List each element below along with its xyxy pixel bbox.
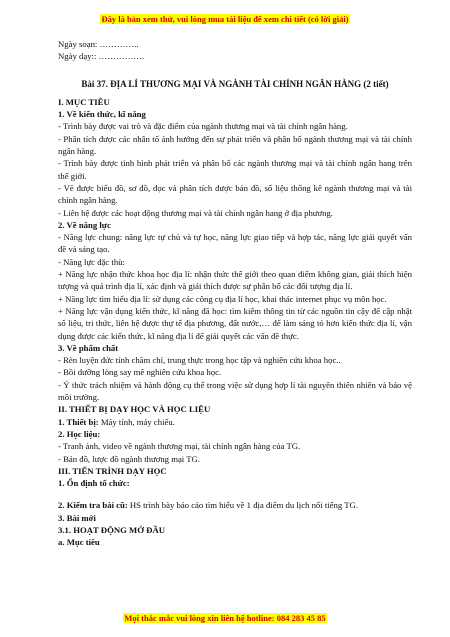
subsection-heading: 1. Ổn định tổ chức: — [58, 478, 130, 489]
document-body — [58, 38, 412, 549]
date-prepared: Ngày soạn: ………….. — [58, 39, 139, 49]
subsection-heading: a. Mục tiêu — [58, 537, 100, 548]
paragraph: + Năng lực vận dụng kiến thức, kĩ năng đã học: tìm kiếm thông tin từ các nguồn tin cậy để cập nhật số liệu, tri thức, liên hệ được thự tế địa phương, đất nước,… để làm sáng tỏ hơn kiến thức địa lí, vận dụng được các kiến thức, kĩ năng địa lí để giải quyết các vấn đề thực. — [58, 305, 412, 341]
paragraph: - Liên hệ được các hoạt động thương mại và tài chính ngân hang ở địa phương. — [58, 207, 333, 218]
paragraph: - Năng lực chung: năng lực tự chủ và tự học, năng lực giao tiếp và hợp tác, năng lực giải quyết vấn đề và sáng tạo. — [58, 232, 412, 255]
paragraph: + Năng lực tìm hiểu địa lí: sử dụng các công cụ địa lí học, khai thác internet phục vụ môn học. — [58, 293, 387, 304]
paragraph: - Trình bày được vai trò và đặc điểm của ngành thương mại và tài chính ngân hàng. — [58, 121, 348, 132]
hotline-banner: Mọi thắc mắc vui lòng xin liên hệ hotline: 084 283 45 85 — [124, 613, 326, 623]
paragraph: - Rèn luyện đức tính chăm chỉ, trung thực trong học tập và nghiên cứu khoa học.. — [58, 355, 341, 366]
section-heading: I. MỤC TIÊU — [58, 96, 110, 107]
lesson-title: Bài 37. ĐỊA LÍ THƯƠNG MẠI VÀ NGÀNH TÀI CHÍNH NGÂN HÀNG (2 tiết) — [81, 78, 389, 89]
equipment-line: 1. Thiết bị: Máy tính, máy chiếu. — [58, 416, 175, 427]
date-taught: Ngày dạy:: ……………. — [58, 51, 145, 62]
subsection-heading: 3. Về phẩm chất — [58, 342, 119, 353]
subsection-heading: 1. Về kiến thức, kĩ năng — [58, 109, 146, 120]
subsection-heading: 3.1. HOẠT ĐỘNG MỞ ĐẦU — [58, 524, 165, 535]
paragraph: - Bồi dưỡng lòng say mê nghiên cứu khoa học. — [58, 367, 222, 378]
paragraph: - Tranh ảnh, video về ngành thương mại, tài chính ngân hàng của TG. — [58, 441, 301, 452]
paragraph: - Bản đồ, lược đồ ngành thương mại TG. — [58, 453, 200, 464]
spacer — [58, 489, 412, 499]
paragraph: - Năng lực đặc thù: — [58, 256, 125, 267]
paragraph: - Trình bày được tình hình phát triển và phân bố các ngành thương mại và tài chính ngân hang trên thế giới. — [58, 158, 412, 181]
paragraph: - Ý thức trách nhiệm và hành động cụ thể trong việc sử dụng hợp lí tài nguyên thiên nhiên và bảo vệ môi trường. — [58, 379, 412, 403]
preview-banner: Đây là bản xem thử, vui lòng mua tài liệu để xem chi tiết (có lời giải) — [101, 14, 349, 24]
review-line: 2. Kiểm tra bài cũ: HS trình bày báo cáo tìm hiểu về 1 địa điểm du lịch nổi tiếng TG. — [58, 500, 358, 511]
subsection-heading: 3. Bài mới — [58, 512, 96, 523]
section-heading: II. THIẾT BỊ DẠY HỌC VÀ HỌC LIỆU — [58, 404, 211, 415]
paragraph: - Vẽ được biểu đồ, sơ đồ, đọc và phân tích được bản đồ, số liệu thống kê ngành thương mại và tài chính ngân hàng. — [58, 182, 412, 206]
paragraph: + Năng lực nhận thức khoa học địa lí: nhận thức thế giới theo quan điểm không gian, giải thích hiện tượng và quá trình địa lí, xác định và giải thích được sự phân bố các đối tượng địa lí. — [58, 269, 412, 292]
paragraph: - Phân tích được các nhân tố ảnh hưởng đến sự phát triển và phân bố ngành thương mại và tài chính ngân hàng. — [58, 133, 412, 157]
subsection-heading: 2. Học liệu: — [58, 428, 101, 439]
section-heading: III. TIẾN TRÌNH DẠY HỌC — [58, 465, 167, 476]
subsection-heading: 2. Về năng lực — [58, 219, 111, 230]
